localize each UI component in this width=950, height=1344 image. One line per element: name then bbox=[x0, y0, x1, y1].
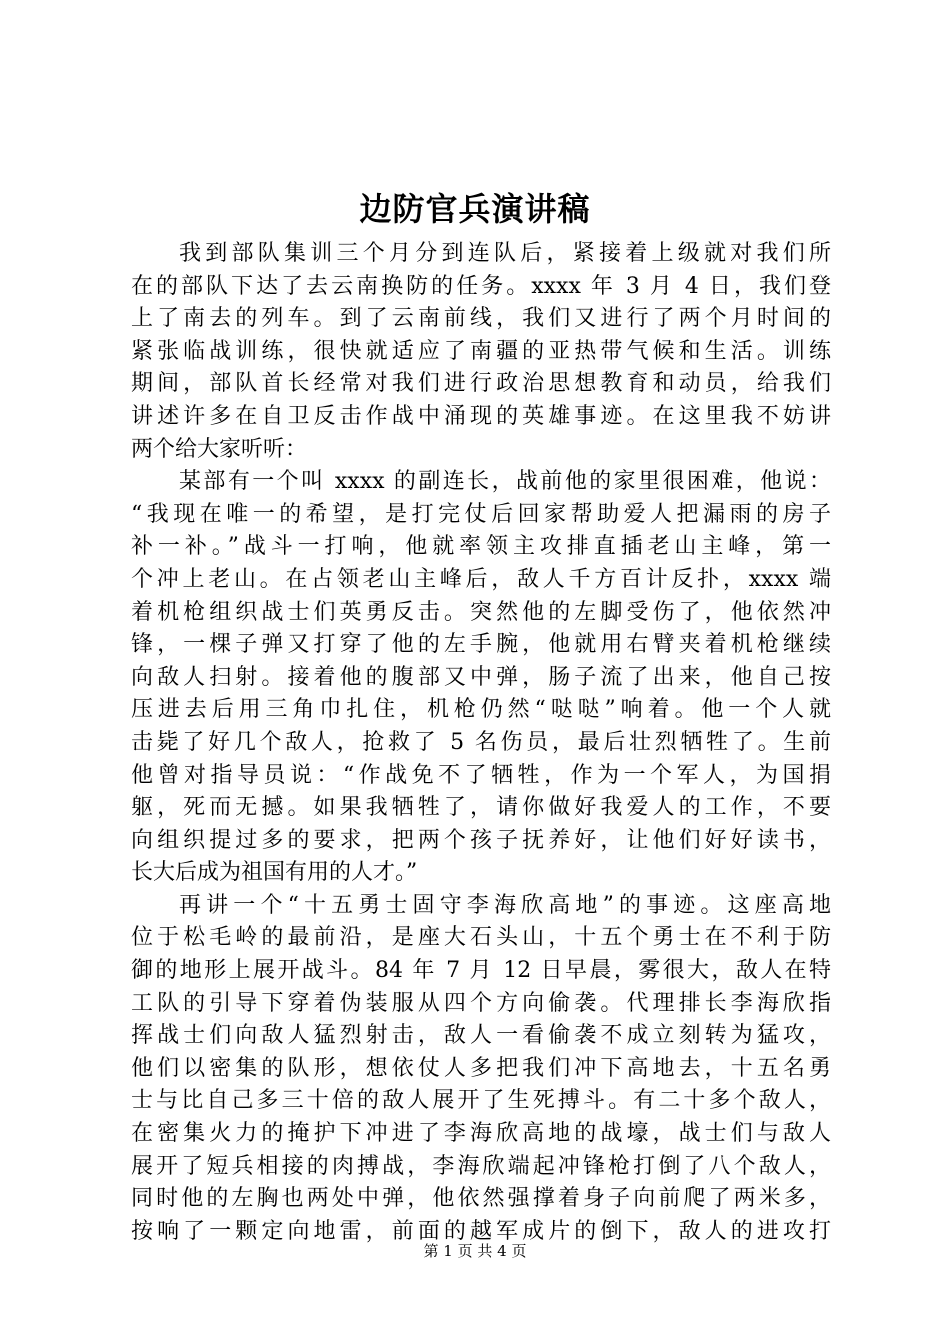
text-line: 挥战士们向敌人猛烈射击，敌人一看偷袭不成立刻转为猛攻， bbox=[131, 1023, 831, 1049]
text-line: 在的部队下达了去云南换防的任务。xxxx 年 3 月 4 日，我们登 bbox=[131, 273, 831, 299]
document-body bbox=[131, 238, 831, 1248]
text-line: 按响了一颗定向地雷，前面的越军成片的倒下，敌人的进攻打 bbox=[131, 1218, 831, 1244]
text-line: 工队的引导下穿着伪装服从四个方向偷袭。代理排长李海欣指 bbox=[131, 990, 831, 1016]
text-line: 士与比自己多三十倍的敌人展开了生死搏斗。有二十多个敌人， bbox=[131, 1088, 831, 1114]
text-line: 上了南去的列车。到了云南前线，我们又进行了两个月时间的 bbox=[131, 306, 831, 332]
text-line: 再讲一个“十五勇士固守李海欣高地”的事迹。这座高地 bbox=[179, 892, 831, 918]
text-line: 御的地形上展开战斗。84 年 7 月 12 日早晨，雾很大，敌人在特 bbox=[131, 958, 831, 984]
text-line: 向敌人扫射。接着他的腹部又中弹，肠子流了出来，他自己按 bbox=[131, 664, 831, 690]
text-line: 在密集火力的掩护下冲进了李海欣高地的战壕，战士们与敌人 bbox=[131, 1121, 831, 1147]
text-line: 两个给大家听听： bbox=[131, 436, 308, 462]
text-line: 他曾对指导员说：“作战免不了牺牲，作为一个军人，为国捐 bbox=[131, 762, 831, 788]
text-line: “我现在唯一的希望，是打完仗后回家帮助爱人把漏雨的房子 bbox=[131, 501, 831, 527]
text-line: 同时他的左胸也两处中弹，他依然强撑着身子向前爬了两米多， bbox=[131, 1186, 831, 1212]
text-line: 位于松毛岭的最前沿，是座大石头山，十五个勇士在不利于防 bbox=[131, 925, 831, 951]
text-line: 讲述许多在自卫反击作战中涌现的英雄事迹。在这里我不妨讲 bbox=[131, 403, 831, 429]
page-footer: 第 1 页 共 4 页 bbox=[423, 1242, 527, 1260]
text-line: 向组织提过多的要求，把两个孩子抚养好，让他们好好读书， bbox=[131, 827, 831, 853]
text-line: 躯，死而无撼。如果我牺牲了，请你做好我爱人的工作，不要 bbox=[131, 795, 831, 821]
text-line: 锋，一棵子弹又打穿了他的左手腕，他就用右臂夹着机枪继续 bbox=[131, 632, 831, 658]
text-line: 紧张临战训练，很快就适应了南疆的亚热带气候和生活。训练 bbox=[131, 338, 831, 364]
text-line: 个冲上老山。在占领老山主峰后，敌人千方百计反扑，xxxx 端 bbox=[131, 566, 831, 592]
text-line: 补一补。”战斗一打响，他就率领主攻排直插老山主峰，第一 bbox=[131, 534, 831, 560]
text-line: 我到部队集训三个月分到连队后，紧接着上级就对我们所 bbox=[179, 241, 831, 266]
document-title: 边防官兵演讲稿 bbox=[359, 190, 591, 228]
text-line: 他们以密集的队形，想依仗人多把我们冲下高地去，十五名勇 bbox=[131, 1055, 831, 1081]
text-line: 展开了短兵相接的肉搏战，李海欣端起冲锋枪打倒了八个敌人， bbox=[131, 1153, 831, 1179]
text-line: 期间，部队首长经常对我们进行政治思想教育和动员，给我们 bbox=[131, 371, 831, 397]
text-line: 击毙了好几个敌人，抢救了 5 名伤员，最后壮烈牺牲了。生前 bbox=[131, 729, 831, 755]
text-line: 着机枪组织战士们英勇反击。突然他的左脚受伤了，他依然冲 bbox=[131, 599, 831, 625]
text-line: 长大后成为祖国有用的人才。” bbox=[131, 860, 418, 886]
text-line: 某部有一个叫 xxxx 的副连长，战前他的家里很困难，他说： bbox=[179, 469, 831, 495]
text-line: 压进去后用三角巾扎住，机枪仍然“哒哒”响着。他一个人就 bbox=[131, 697, 831, 723]
